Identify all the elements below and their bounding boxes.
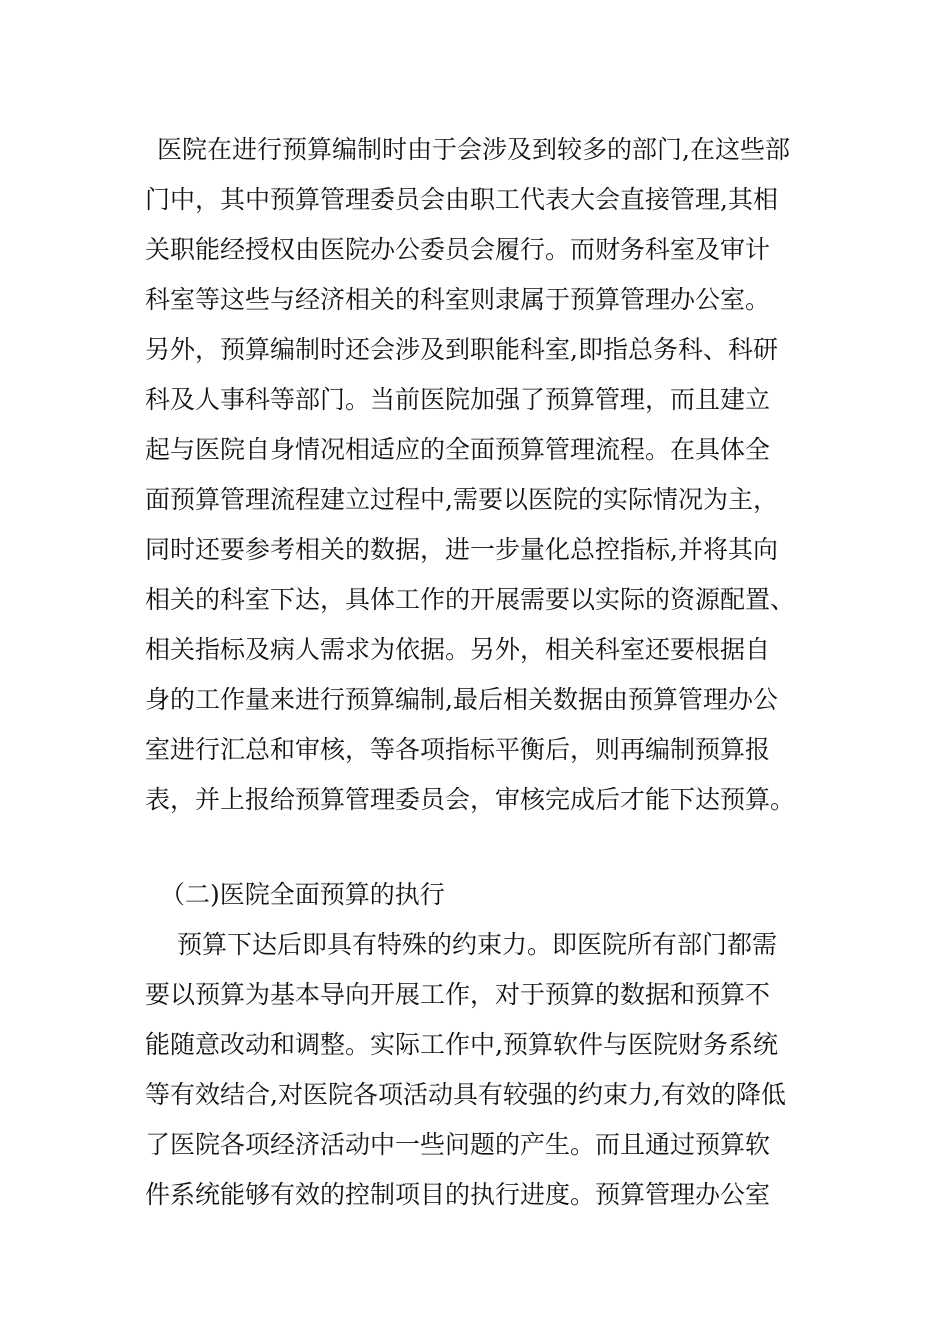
paragraph-line: 预算下达后即具有特殊的约束力。即医院所有部门都需 [177,930,778,959]
paragraph-line: 要以预算为基本导向开展工作，对于预算的数据和预算不 [145,980,771,1009]
paragraph-line: 关职能经授权由医院办公委员会履行。而财务科室及审计 [145,235,771,264]
paragraph-line: 相关指标及病人需求为依据。另外，相关科室还要根据自 [145,635,771,664]
paragraph-line: 室进行汇总和审核，等各项指标平衡后，则再编制预算报 [145,735,771,764]
paragraph-line: 了医院各项经济活动中一些问题的产生。而且通过预算软 [145,1130,771,1159]
paragraph-line: 医院在进行预算编制时由于会涉及到较多的部门,在这些部 [157,135,790,164]
paragraph-line: 表，并上报给预算管理委员会，审核完成后才能下达预算。 [145,785,796,814]
paragraph-line: 另外，预算编制时还会涉及到职能科室,即指总务科、科研 [145,335,778,364]
paragraph-line: 面预算管理流程建立过程中,需要以医院的实际情况为主， [145,485,778,514]
paragraph-line: 身的工作量来进行预算编制,最后相关数据由预算管理办公 [145,685,778,714]
paragraph-line: 能随意改动和调整。实际工作中,预算软件与医院财务系统 [145,1030,778,1059]
paragraph-line: 门中，其中预算管理委员会由职工代表大会直接管理,其相 [145,185,778,214]
paragraph-line: 科室等这些与经济相关的科室则隶属于预算管理办公室。 [145,285,771,314]
paragraph-line: 科及人事科等部门。当前医院加强了预算管理，而且建立 [145,385,771,414]
section-heading: （二)医院全面预算的执行 [160,880,445,909]
paragraph-line: 同时还要参考相关的数据，进一步量化总控指标,并将其向 [145,535,778,564]
paragraph-line: 件系统能够有效的控制项目的执行进度。预算管理办公室 [145,1180,771,1209]
paragraph-line: 起与医院自身情况相适应的全面预算管理流程。在具体全 [145,435,771,464]
paragraph-line: 等有效结合,对医院各项活动具有较强的约束力,有效的降低 [145,1080,786,1109]
paragraph-line: 相关的科室下达，具体工作的开展需要以实际的资源配置、 [145,585,796,614]
